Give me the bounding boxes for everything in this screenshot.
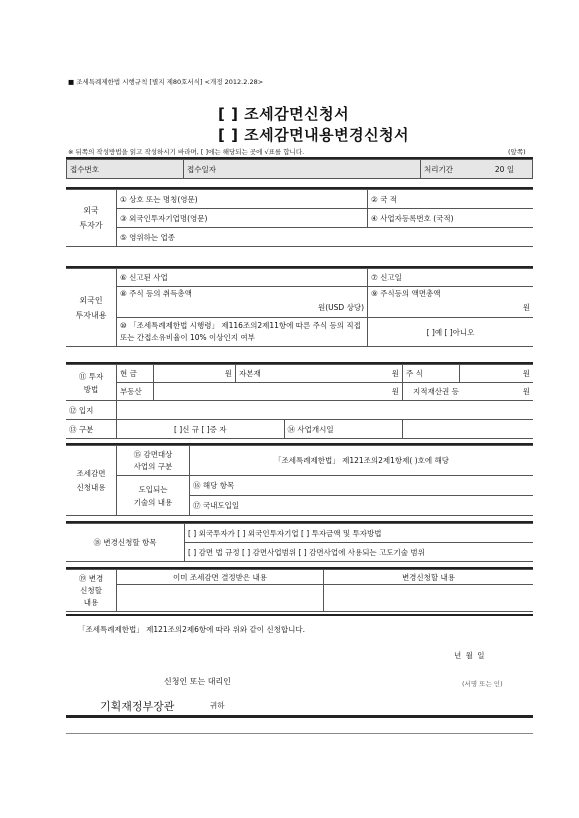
category-label: ⑬ 구분 — [66, 420, 117, 439]
before-field[interactable] — [117, 585, 324, 612]
tech-item-field[interactable]: ⑯ 해당 항목 — [190, 476, 534, 496]
start-date-label: ⑭ 사업개시일 — [284, 420, 403, 439]
form-title-change: [ ] 조세감면내용변경신청서 — [218, 126, 410, 144]
face-total-field[interactable] — [368, 287, 534, 318]
real-estate-label: 부동산 — [117, 383, 154, 401]
processing-period-value: 20 일 — [477, 160, 533, 179]
location-field[interactable] — [117, 401, 534, 420]
change-items-label: ⑱ 변경신청할 항목 — [66, 524, 185, 562]
capital-goods-label: 자본재 — [236, 365, 285, 383]
reported-business-field[interactable]: ⑥ 신고된 사업 — [117, 269, 368, 287]
technology-label: 도입되는 기술의 내용 — [117, 476, 190, 516]
bottom-thin-rule — [66, 733, 533, 734]
location-label: ⑫ 입지 — [66, 401, 117, 420]
after-header: 변경신청할 내용 — [324, 570, 534, 585]
target-business-field[interactable]: 「조세특례제한법」 제121조의2제1항제( )호에 해당 — [190, 446, 534, 476]
nationality-field[interactable]: ② 국 적 — [368, 190, 534, 209]
shares-label: 주 식 — [403, 365, 460, 383]
statement-rule — [66, 614, 533, 616]
cash-label: 현 금 — [117, 365, 154, 383]
company-name-field[interactable]: ③ 외국인투자기업명(영문) — [117, 209, 368, 228]
intellectual-property-label: 지적재산권 등 — [413, 387, 459, 396]
statement-text: 「조세특례제한법」 제121조의2제6항에 따라 위와 같이 신청합니다. — [78, 625, 306, 634]
before-header: 이미 조세감면 결정받은 내용 — [117, 570, 324, 585]
processing-period-label: 처리기간 — [421, 160, 478, 179]
ownership-ratio-question: ⑩ 「조세특례제한법 시행령」 제116조의2제11항에 따른 주식 등의 직접 또는 간접소유비율이 10% 이상인지 여부 — [117, 318, 368, 347]
recipient-honorific: 귀하 — [210, 701, 225, 710]
after-field[interactable] — [324, 585, 534, 612]
category-checkbox[interactable]: [ ]신 규 [ ]증 자 — [117, 420, 285, 439]
real-estate-field[interactable]: 원 — [154, 383, 403, 401]
applicant-label: 신청인 또는 대리인 — [164, 677, 231, 686]
business-reg-number-field[interactable]: ④ 사업자등록번호 (국적) — [368, 209, 534, 228]
domestic-intro-date-field[interactable]: ⑰ 국내도입일 — [190, 496, 534, 516]
form-title-reduction: [ ] 조세감면신청서 — [218, 105, 350, 123]
investor-table — [66, 189, 533, 247]
ownership-yes-no-checkbox[interactable]: [ ]예 [ ]아니오 — [368, 318, 534, 347]
change-items-table — [66, 523, 533, 562]
bottom-thick-rule — [66, 715, 533, 718]
total-acquisition-label: ⑧ 주식 등의 취득총액 — [120, 289, 192, 298]
content-section-label: 외국인 투자내용 — [66, 269, 117, 347]
date-line[interactable]: 년 월 일 — [454, 651, 485, 660]
change-items-line1[interactable]: [ ] 외국투자가 [ ] 외국인투자기업 [ ] 투자금액 및 투자방법 — [185, 524, 534, 543]
change-detail-label: ⑲ 변경 신청할 내용 — [66, 570, 117, 612]
face-total-unit: 원 — [522, 303, 530, 312]
receipt-date-label: 접수일자 — [184, 160, 421, 179]
method-label: ⑪ 투자 방법 — [66, 365, 117, 401]
intellectual-property-unit: 원 — [522, 387, 530, 396]
total-acquisition-field[interactable] — [117, 287, 368, 318]
change-detail-table — [66, 569, 533, 612]
signature-field[interactable]: (서명 또는 인) — [462, 680, 503, 688]
cash-field[interactable]: 원 — [154, 365, 236, 383]
recipient-name: 기획재정부장관 — [100, 700, 175, 713]
capital-goods-field[interactable]: 원 — [284, 365, 403, 383]
total-acquisition-unit: 원(USD 상당) — [318, 303, 364, 312]
business-type-field[interactable]: ⑤ 영위하는 업종 — [117, 228, 534, 247]
investor-name-field[interactable]: ① 상호 또는 명칭(영문) — [117, 190, 368, 209]
shares-field[interactable]: 원 — [460, 365, 534, 383]
receipt-table — [66, 159, 533, 179]
instruction-text: ※ 뒤쪽의 작성방법을 읽고 작성하시기 바라며, [ ]에는 해당되는 곳에 √표를 합니다. — [68, 148, 305, 156]
investment-method-table — [66, 364, 533, 439]
start-date-field[interactable] — [403, 420, 534, 439]
report-date-field[interactable]: ⑦ 신고일 — [368, 269, 534, 287]
page-side-label: (앞쪽) — [508, 148, 526, 156]
receipt-number-label: 접수번호 — [67, 160, 184, 179]
face-total-label: ⑨ 주식등의 액면총액 — [371, 289, 441, 298]
intellectual-property-field[interactable] — [403, 383, 534, 401]
request-table — [66, 445, 533, 516]
change-items-line2[interactable]: [ ] 감면 법 규정 [ ] 감면사업범위 [ ] 감면사업에 사용되는 고도기술 범위 — [185, 543, 534, 562]
investor-section-label: 외국 투자가 — [66, 190, 117, 247]
regulation-text: ■ 조세특례제한법 시행규칙 [별지 제80호서식] <개정 2012.2.28> — [68, 78, 264, 86]
investment-content-table — [66, 268, 533, 347]
target-business-label: ⑮ 감면대상 사업의 구분 — [117, 446, 190, 476]
request-section-label: 조세감면 신청내용 — [66, 446, 117, 516]
